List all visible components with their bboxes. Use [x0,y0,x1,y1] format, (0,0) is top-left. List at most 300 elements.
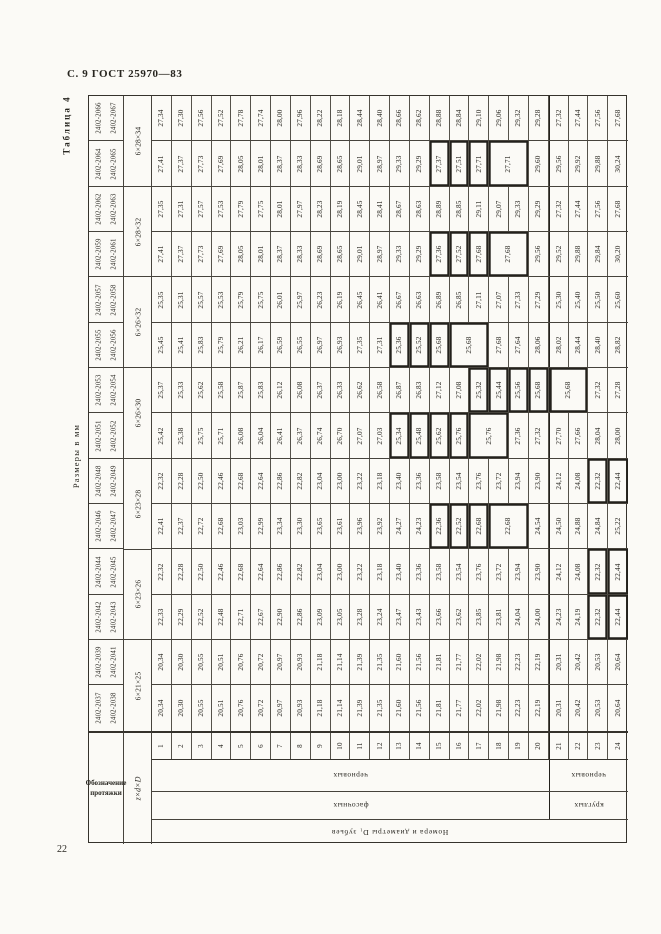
diameter-value: 27,71 [474,154,483,173]
diameter-value: 27,07 [494,290,503,309]
diameter-value: 23,61 [335,517,344,535]
broach-designation: 2402-2057 [95,283,103,316]
diameter-cell [231,232,251,276]
diameter-value: 22,44 [614,608,623,626]
diameter-cell [549,640,569,684]
broach-designation: 2402-2061 [110,238,118,270]
diameter-value: 26,62 [355,381,364,399]
spline-size-cell [124,187,152,278]
diameter-value: 22,19 [534,699,543,717]
diameter-cell [450,640,470,684]
diameter-cell [311,504,331,548]
diameter-value: 25,40 [573,290,582,309]
diameter-value: 27,96 [296,109,305,127]
diameter-value: 28,06 [534,336,543,354]
diameter-value: 28,02 [554,336,563,354]
spline-size: 6×23×26 [133,580,142,609]
diameter-value: 23,72 [494,563,503,581]
diameter-value: 28,44 [355,109,364,127]
diameter-value: 21,14 [335,699,344,717]
diameter-value: 23,18 [375,563,384,581]
diameter-cell [251,187,271,231]
diameter-value: 27,11 [474,291,483,308]
diameter-cell [509,323,529,367]
diameter-value: 24,19 [573,608,582,626]
diameter-value: 28,85 [454,200,463,218]
tooth-number-cell [172,733,192,759]
diameter-value: 27,79 [236,200,245,218]
diameter-value: 26,87 [395,381,404,399]
diameter-cell [370,141,390,185]
diameter-cell [450,413,470,457]
diameter-value: 28,67 [395,200,404,218]
table-row [152,368,628,413]
diameter-value: 20,53 [593,653,602,671]
diameter-value: 22,64 [256,563,265,581]
diameter-cell [450,595,470,639]
diameter-value: 29,29 [415,245,424,263]
diameter-cell [529,640,549,684]
diameter-value: 23,22 [355,472,364,490]
diameter-cell [430,640,450,684]
diameter-cell [311,187,331,231]
diameter-cell [529,459,549,503]
diameter-value: 28,22 [316,109,325,127]
diameter-value: 26,70 [335,426,344,445]
diameter-cell [390,549,410,593]
diameter-value: 23,72 [494,472,503,490]
diameter-cell [370,323,390,367]
tooth-number: 24 [614,742,623,750]
diameter-value: 27,73 [197,245,206,263]
diameter-value: 27,31 [177,200,186,218]
diameter-value: 20,30 [177,699,186,717]
diameter-value: 25,76 [484,426,493,445]
designation-cell [89,459,124,504]
diameter-value: 23,81 [494,608,503,626]
tooth-number-cell [549,733,569,759]
diameter-value: 22,02 [474,699,483,717]
diameter-value: 27,64 [514,336,523,354]
diameter-value: 27,53 [216,200,225,218]
diameter-cell [152,459,172,503]
diameter-cell [370,640,390,684]
diameter-value: 23,90 [534,472,543,490]
diameter-cell [172,96,192,140]
designation-cell [89,413,124,458]
tooth-group-label-cell [549,760,628,791]
diameter-cell [370,549,390,593]
diameter-cell [251,323,271,367]
diameter-cell [549,595,569,639]
diameter-cell [251,640,271,684]
diameter-cell [588,504,608,548]
diameter-cell [291,368,311,412]
diameter-value: 25,75 [197,426,206,445]
diameter-cell [231,141,251,185]
diameter-cell [311,323,331,367]
diameter-cell [588,141,608,185]
diameter-cell [271,549,291,593]
broach-designation: 2402-2063 [110,193,118,225]
diameter-cell [172,595,192,639]
diameter-value: 23,92 [375,517,384,535]
diameter-cell [569,187,589,231]
diameter-cell [192,504,212,548]
diameter-cell [450,685,470,730]
broach-designation: 2402-2052 [110,419,118,452]
diameter-value: 27,78 [236,109,245,127]
diameter-value: 28,23 [316,200,325,218]
diameter-cell [588,277,608,321]
diameter-value: 23,43 [415,608,424,626]
diameter-value: 26,67 [395,290,404,309]
diameter-value: 23,30 [296,517,305,535]
table-row [152,187,628,232]
diameter-cell [192,640,212,684]
tooth-number-cell [271,733,291,759]
spline-size: 6×26×32 [133,307,142,337]
broach-designation: 2402-2046 [95,510,103,542]
diameter-cell [430,96,450,140]
diameter-cell [152,413,172,457]
diameter-cell [152,187,172,231]
diameter-value: 29,84 [593,245,602,263]
table-row [152,96,628,141]
diameter-cell [251,685,271,730]
diameter-cell [152,96,172,140]
diameter-cell [331,504,351,548]
diameter-cell [489,323,509,367]
diameter-cell [509,685,529,730]
diameter-cell [608,459,628,503]
diameter-value: 29,32 [514,109,523,127]
diameter-value: 20,72 [256,653,265,671]
tooth-number-cell [588,733,608,759]
diameter-cell [529,685,549,730]
broach-designation: 2402-2059 [95,238,103,270]
diameter-value: 29,29 [415,154,424,173]
diameter-cell [370,504,390,548]
tooth-number: 10 [335,742,344,750]
table-row [152,549,628,594]
diameter-value: 26,08 [296,381,305,399]
diameter-cell [529,187,549,231]
designation-column-label: Обозначение протяжки [89,731,124,844]
diameter-value: 27,41 [157,154,166,173]
diameter-cell [212,96,232,140]
tooth-number-cell [469,733,489,759]
diameter-value: 23,05 [335,608,344,626]
diameter-value: 26,19 [335,290,344,309]
designation-cell [89,187,124,232]
diameter-cell [212,413,232,457]
diameter-cell [291,413,311,457]
diameter-cell [410,187,430,231]
diameter-cell [152,277,172,321]
diameter-cell [588,459,608,503]
diameter-value: 23,66 [435,608,444,626]
diameter-value: 24,23 [415,517,424,535]
diameter-cell [410,232,430,276]
diameter-value: 22,32 [157,563,166,581]
diameter-cell [350,549,370,593]
diameter-value: 26,37 [316,381,325,399]
diameter-cell [172,504,192,548]
diameter-cell [588,640,608,684]
diameter-value: 28,01 [256,154,265,173]
tooth-number: 8 [296,744,305,748]
diameter-cell [192,595,212,639]
spline-size: 6×28×32 [133,217,142,246]
designation-cell [89,368,124,413]
page-number: 22 [57,844,67,855]
diameter-cell [231,685,251,730]
table-row [152,413,628,458]
broach-designation: 2402-2039 [95,646,103,678]
diameter-value: 23,00 [335,472,344,490]
tooth-number-cell [311,733,331,759]
table-caption-cell [152,820,628,844]
spline-size-cell [124,459,152,550]
diameter-cell [608,96,628,140]
diameter-value: 23,40 [395,563,404,581]
diameter-cell [350,141,370,185]
diameter-value: 25,48 [415,426,424,445]
diameter-value: 22,68 [474,517,483,535]
broach-designation: 2402-2055 [95,329,103,361]
diameter-value: 22,52 [454,517,463,535]
diameter-value: 29,56 [554,154,563,173]
diameter-value: 22,28 [177,563,186,581]
diameter-cell [350,504,370,548]
diameter-cell [450,232,470,276]
diameter-cell [489,685,509,730]
diameter-value: 25,83 [197,336,206,354]
diameter-cell [509,595,529,639]
diameter-value: 25,44 [494,381,503,399]
tooth-type-label: круглых [573,801,604,810]
diameter-value: 23,28 [355,608,364,626]
diameter-cell [430,277,450,321]
diameter-cell [469,640,489,684]
diameter-cell [370,187,390,231]
diameter-cell [509,277,529,321]
diameter-value: 23,22 [355,563,364,581]
diameter-value: 25,83 [256,381,265,399]
diameter-value: 29,28 [534,109,543,127]
diameter-cell [331,685,351,730]
diameter-value: 22,68 [504,517,513,535]
diameter-value: 27,07 [355,426,364,445]
broach-designation: 2402-2038 [110,692,118,724]
tooth-number: 6 [256,744,265,748]
diameter-value: 29,88 [573,245,582,263]
diameter-value: 28,89 [435,200,444,218]
diameter-cell [291,323,311,367]
diameter-value: 21,81 [435,699,444,717]
diameter-cell [331,595,351,639]
broach-designation: 2402-2062 [95,193,103,225]
tooth-number: 1 [157,744,166,748]
broach-designation: 2402-2064 [95,147,103,180]
diameter-value: 27,44 [573,109,582,127]
diameter-cell [231,504,251,548]
diameter-value: 25,56 [514,381,523,399]
tooth-number-cell [529,733,549,759]
diameter-cell [509,368,529,412]
tooth-number-cell [152,733,172,759]
diameter-cell [251,459,271,503]
tooth-number-row [152,731,628,759]
diameter-cell [331,232,351,276]
diameter-cell [370,96,390,140]
tooth-type-label: фасочных [332,801,369,810]
diameter-cell [608,277,628,321]
diameter-cell [390,323,410,367]
diameter-value: 27,28 [614,381,623,399]
diameter-cell [331,413,351,457]
diameter-value: 22,68 [236,563,245,581]
broach-designation: 2402-2037 [95,692,103,724]
diameter-value: 26,33 [335,381,344,399]
diameter-value: 27,37 [435,154,444,173]
diameter-value: 26,01 [276,290,285,309]
diameter-value: 25,33 [177,381,186,399]
diameter-cell [390,141,410,185]
diameter-value: 22,36 [435,517,444,535]
diameter-cell [370,232,390,276]
tooth-number: 18 [494,742,503,750]
diameter-cell [569,459,589,503]
diameter-value: 27,29 [534,290,543,309]
diameter-value: 27,56 [593,200,602,218]
tooth-type-band [152,791,628,819]
diameter-value: 23,94 [514,472,523,490]
diameter-cell [430,685,450,730]
diameter-value: 26,41 [276,426,285,445]
diameter-value: 22,29 [177,608,186,626]
diameter-value: 24,00 [534,608,543,626]
diameter-value: 26,59 [276,336,285,354]
diameter-value: 28,65 [335,154,344,173]
diameter-cell [569,96,589,140]
tooth-number-cell [390,733,410,759]
broach-designation: 2402-2056 [110,329,118,361]
diameter-value: 28,65 [335,245,344,263]
diameter-value: 28,05 [236,154,245,173]
diameter-value: 27,97 [296,200,305,218]
diameter-value: 27,69 [216,245,225,263]
diameter-cell [608,413,628,457]
diameter-value: 26,08 [236,426,245,445]
diameter-value: 23,00 [335,563,344,581]
diameter-value: 28,33 [296,154,305,173]
diameter-cell [569,504,589,548]
diameter-value: 29,33 [395,245,404,263]
table-row [152,277,628,322]
diameter-value: 21,39 [355,653,364,671]
diameter-value: 28,41 [375,200,384,218]
diameter-cell [231,96,251,140]
diameter-cell [271,96,291,140]
diameter-cell [251,504,271,548]
diameter-cell [489,459,509,503]
diameter-cell [489,232,529,276]
diameter-value: 26,37 [296,426,305,445]
diameter-value: 22,86 [276,472,285,490]
diameter-cell [430,187,450,231]
diameter-value: 26,63 [415,290,424,309]
designation-cell [89,640,124,685]
diameter-value: 21,77 [454,699,463,717]
diameter-value: 28,82 [614,336,623,354]
diameter-value: 27,08 [454,381,463,399]
table-row [152,459,628,504]
diameter-cell [172,277,192,321]
diameter-value: 23,76 [474,563,483,581]
diameter-cell [152,504,172,548]
diameter-cell [152,549,172,593]
diameter-cell [390,232,410,276]
diameter-cell [430,504,450,548]
diameter-cell [251,232,271,276]
diameter-value: 22,48 [216,608,225,626]
diameter-cell [509,187,529,231]
diameter-value: 24,08 [573,472,582,490]
tooth-number-cell [192,733,212,759]
diameter-cell [549,504,569,548]
diameter-value: 20,51 [216,653,225,671]
diameter-value: 24,08 [573,563,582,581]
diameter-value: 22,37 [177,517,186,535]
diameter-value: 26,21 [236,336,245,354]
broach-designation: 2402-2042 [95,601,103,633]
diameter-cell [192,323,212,367]
designation-cell [89,504,124,549]
designation-cell [89,595,124,640]
diameter-value: 25,50 [593,290,602,309]
diameter-value: 20,64 [614,653,623,671]
diameter-cell [549,277,569,321]
diameter-cell [529,413,549,457]
diameter-value: 20,97 [276,699,285,717]
diameter-cell [350,459,370,503]
diameter-value: 23,65 [316,517,325,535]
diameter-value: 22,44 [614,472,623,490]
diameter-value: 20,34 [157,653,166,671]
broach-designation: 2402-2051 [95,419,103,452]
diameter-cell [410,141,430,185]
diameter-value: 21,39 [355,699,364,717]
table-row [152,595,628,640]
diameter-value: 25,87 [236,381,245,399]
diameter-cell [569,277,589,321]
diameter-cell [588,595,608,639]
diameter-value: 22,32 [593,608,602,626]
diameter-cell [251,549,271,593]
diameter-value: 25,35 [157,290,166,309]
diameter-value: 28,97 [375,245,384,263]
diameter-cell [410,413,430,457]
diameter-cell [271,187,291,231]
diameter-value: 20,31 [554,699,563,717]
diameter-cell [331,368,351,412]
broach-designation: 2402-2066 [95,102,103,134]
table-row [152,640,628,685]
diameter-cell [450,549,470,593]
size-column [124,96,152,731]
